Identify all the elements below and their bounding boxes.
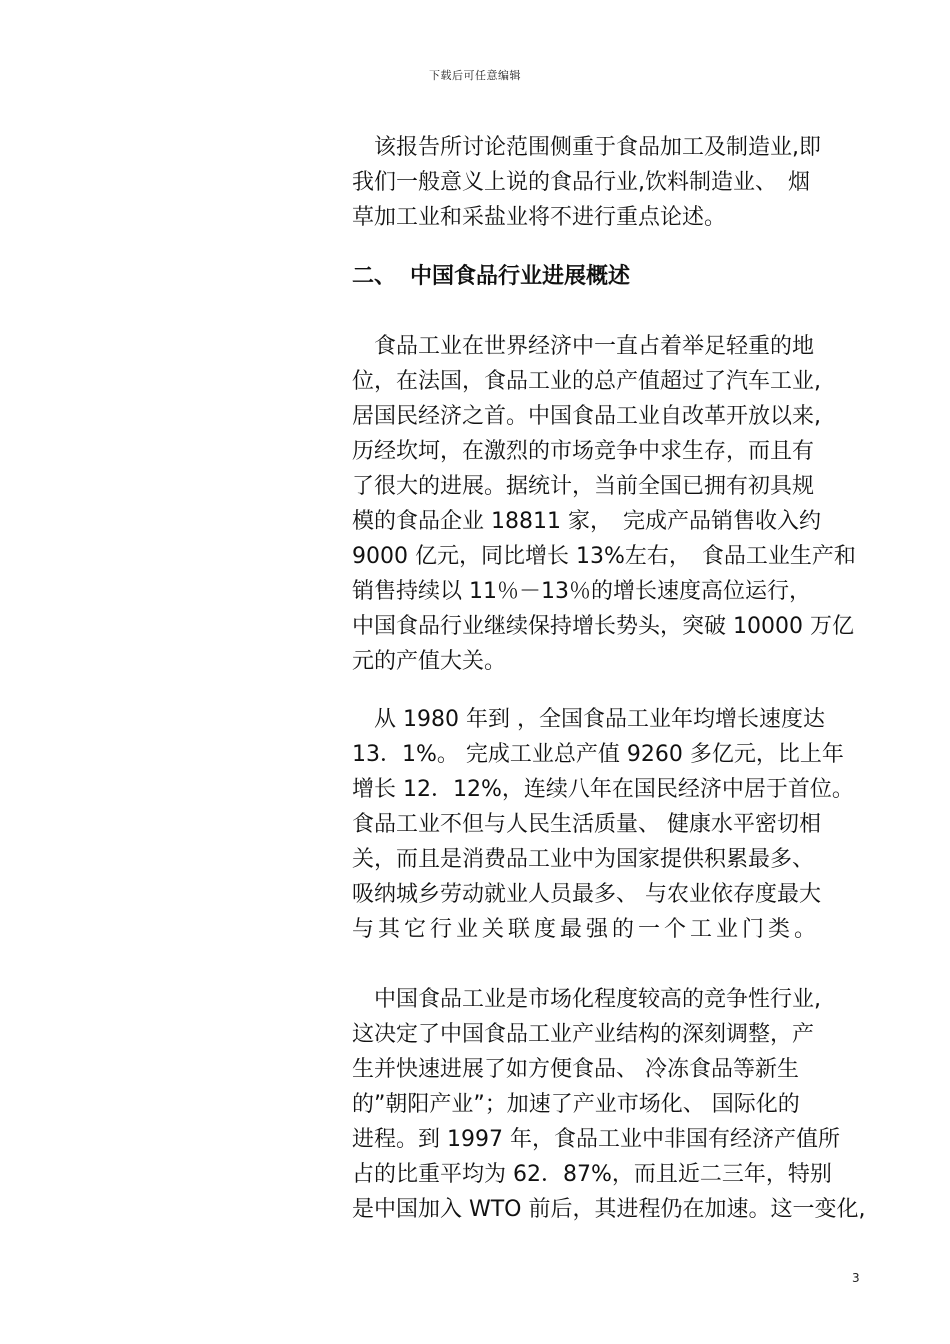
paragraph-overview xyxy=(352,329,856,679)
paragraph-line: 食品工业在世界经济中一直占着举足轻重的地 xyxy=(352,334,815,359)
paragraph-line: 元的产值大关。 xyxy=(352,649,507,674)
page-header-note: 下载后可任意编辑 xyxy=(429,69,521,82)
paragraph-line: 该报告所讨论范围侧重于食品加工及制造业,即 xyxy=(352,135,821,160)
paragraph-line: 关，而且是消费品工业中为国家提供积累最多、 xyxy=(352,847,815,872)
section-title: 中国食品行业进展概述 xyxy=(410,264,631,289)
paragraph-line: 中国食品行业继续保持增长势头，突破 10000 万亿 xyxy=(352,614,854,639)
section-number: 二、 xyxy=(352,264,397,289)
paragraph-line: 这决定了中国食品工业产业结构的深刻调整，产 xyxy=(352,1022,815,1047)
section-heading xyxy=(352,259,630,294)
paragraph-line: 食品工业不但与人民生活质量、 健康水平密切相 xyxy=(352,812,821,837)
paragraph-line: 我们一般意义上说的食品行业,饮料制造业、 烟 xyxy=(352,170,810,195)
paragraph-line: 模的食品企业 18811 家， 完成产品销售收入约 xyxy=(352,509,821,534)
paragraph-line: 吸纳城乡劳动就业人员最多、 与农业依存度最大 xyxy=(352,882,821,907)
page-number: 3 xyxy=(852,1271,860,1285)
paragraph-line: 与其它行业关联度最强的一个工业门类。 xyxy=(352,917,821,942)
paragraph-line: 9000 亿元，同比增长 13%左右， 食品工业生产和 xyxy=(352,544,856,569)
paragraph-line: 从 1980 年到 ，全国食品工业年均增长速度达 xyxy=(352,707,825,732)
paragraph-line: 了很大的进展。据统计，当前全国已拥有初具规 xyxy=(352,474,815,499)
paragraph-line: 13．1%。 完成工业总产值 9260 多亿元，比上年 xyxy=(352,742,844,767)
paragraph-line: 增长 12．12%，连续八年在国民经济中居于首位。 xyxy=(352,777,854,802)
paragraph-line: 是中国加入 WTO 前后，其进程仍在加速。这一变化, xyxy=(352,1197,866,1222)
paragraph-line: 的”朝阳产业”；加速了产业市场化、 国际化的 xyxy=(352,1092,800,1117)
paragraph-line: 占的比重平均为 62．87%，而且近二三年，特别 xyxy=(352,1162,832,1187)
paragraph-line: 位，在法国，食品工业的总产值超过了汽车工业, xyxy=(352,369,821,394)
paragraph-line: 生并快速进展了如方便食品、 冷冻食品等新生 xyxy=(352,1057,799,1082)
paragraph-line: 进程。到 1997 年，食品工业中非国有经济产值所 xyxy=(352,1127,840,1152)
paragraph-scope xyxy=(352,130,821,235)
paragraph-line: 草加工业和采盐业将不进行重点论述。 xyxy=(352,205,727,230)
paragraph-line: 居国民经济之首。中国食品工业自改革开放以来, xyxy=(352,404,821,429)
paragraph-market xyxy=(352,982,866,1227)
paragraph-line: 中国食品工业是市场化程度较高的竞争性行业, xyxy=(352,987,821,1012)
paragraph-line: 历经坎坷，在激烈的市场竞争中求生存，而且有 xyxy=(352,439,815,464)
paragraph-line: 销售持续以 11％－13％的增长速度高位运行， xyxy=(352,579,811,604)
paragraph-growth xyxy=(352,702,854,947)
